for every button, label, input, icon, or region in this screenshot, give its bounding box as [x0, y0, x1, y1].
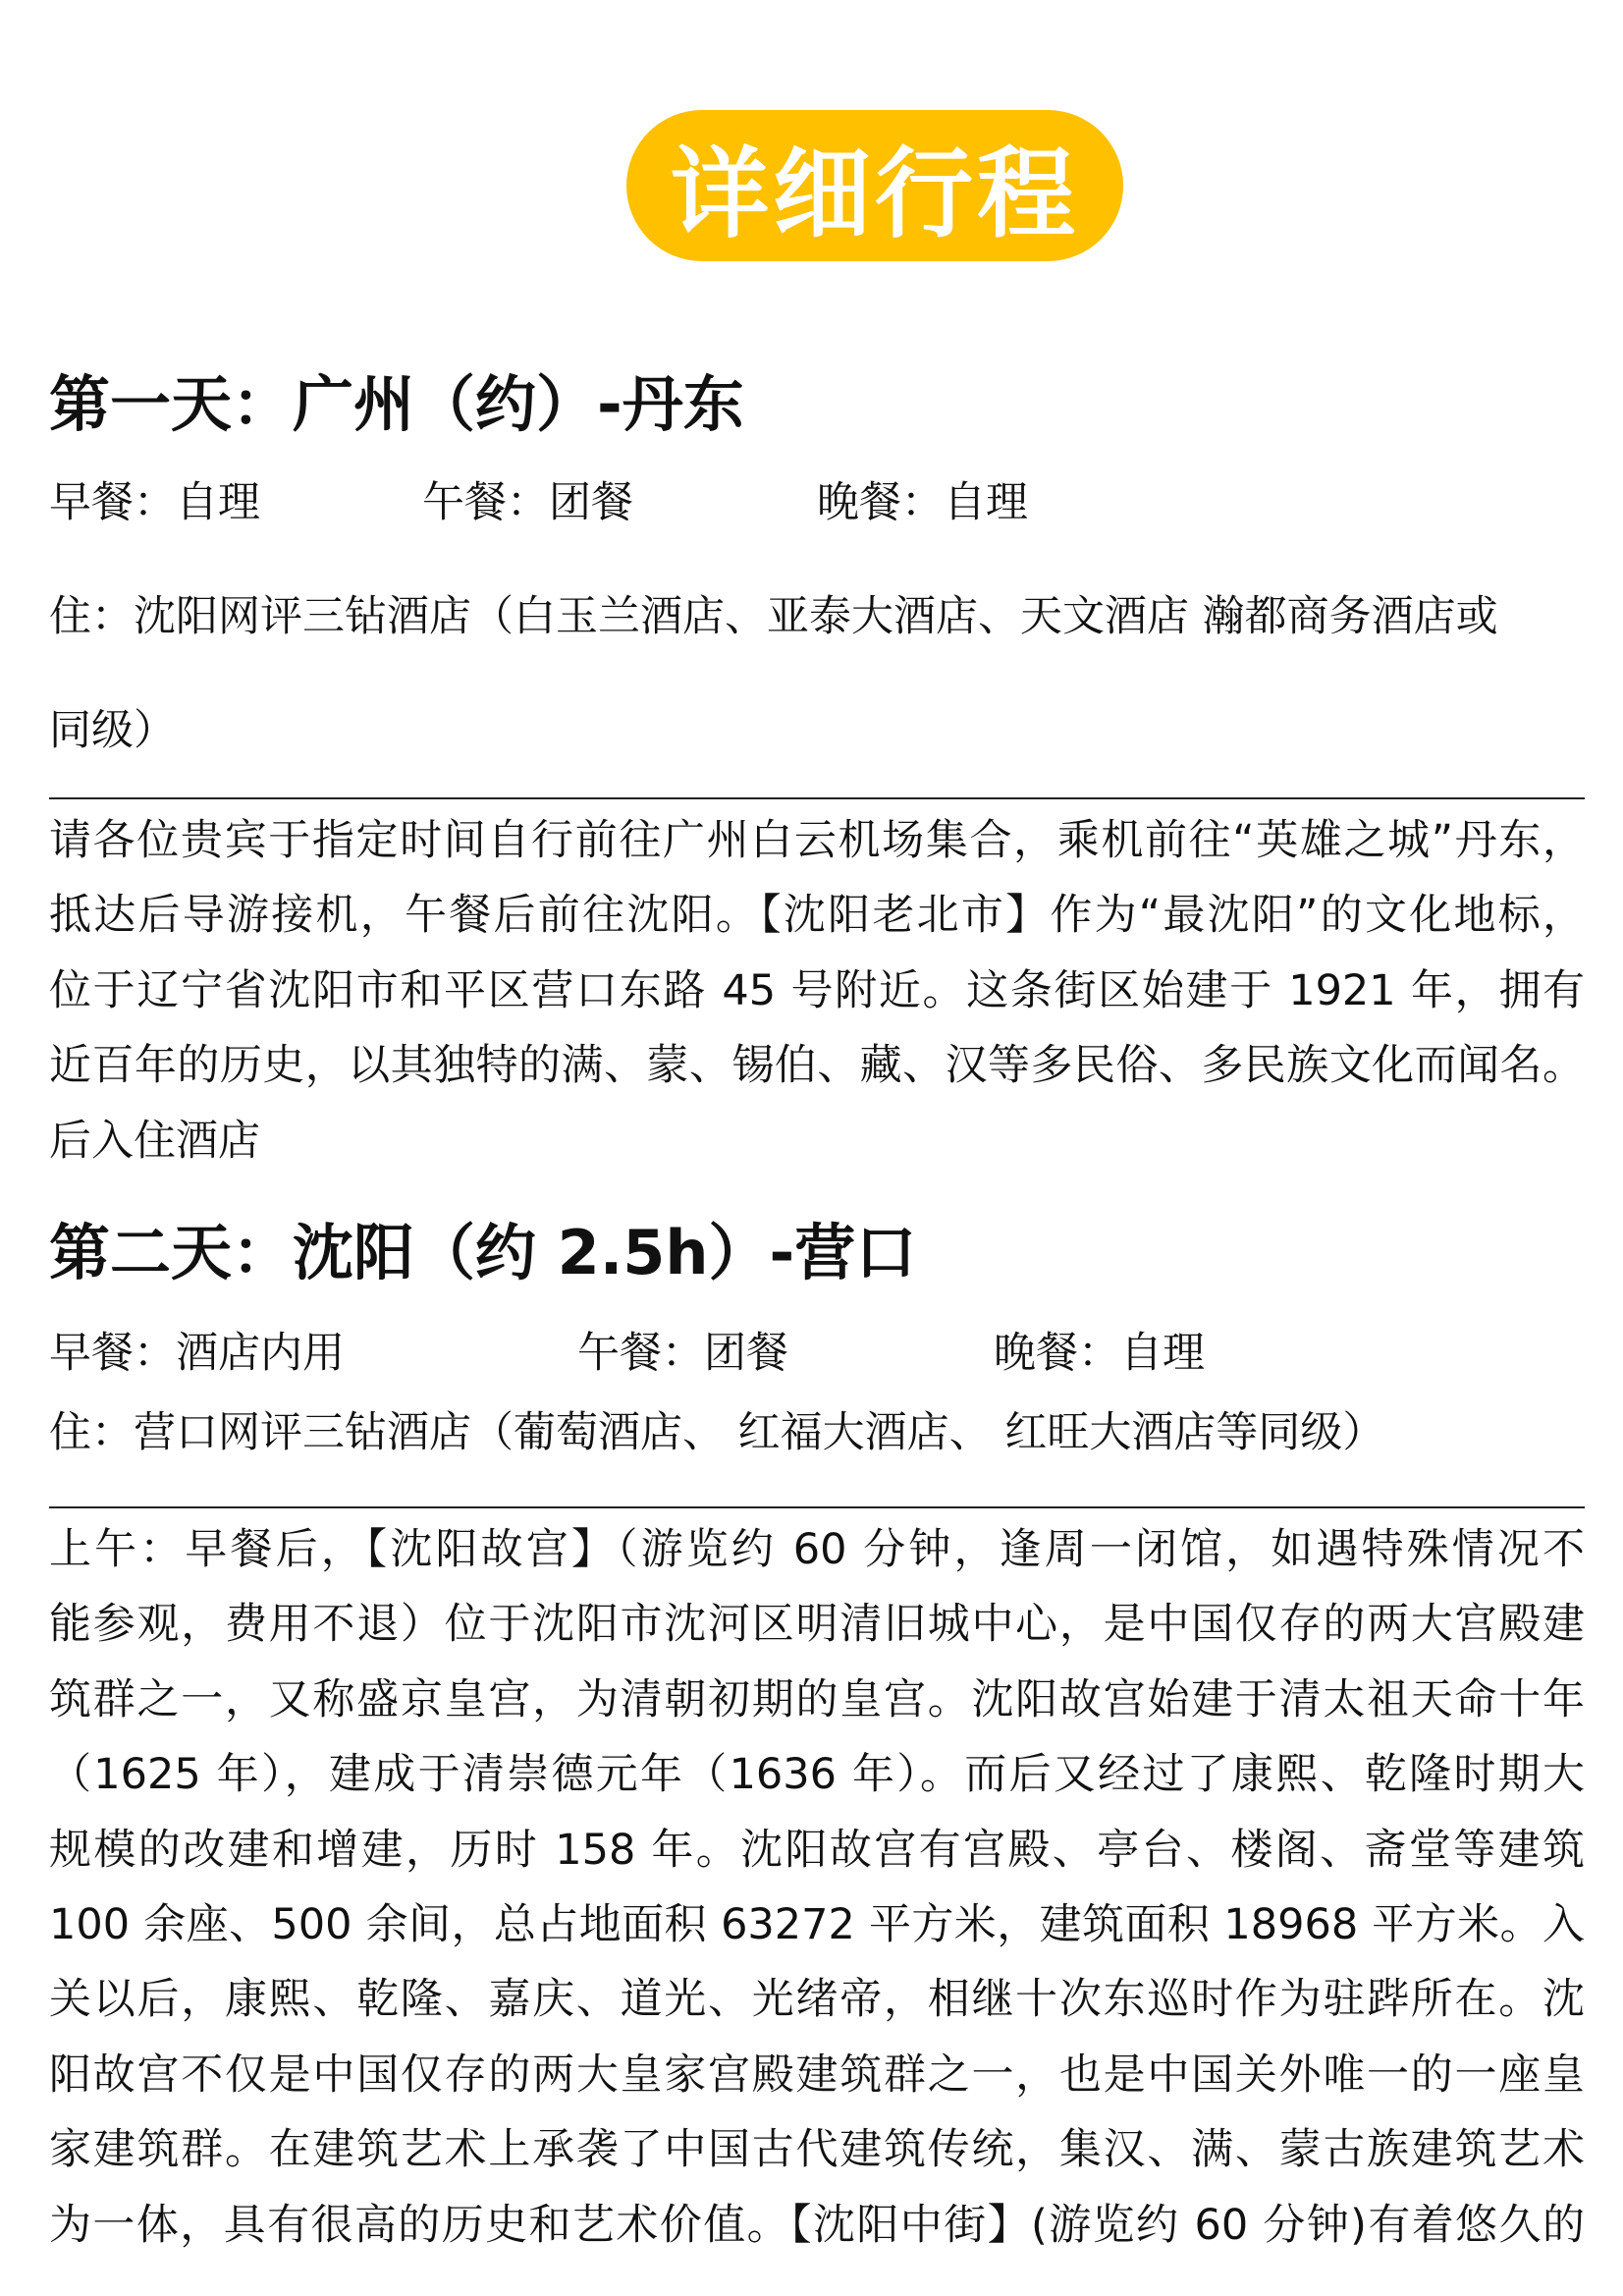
divider	[49, 1506, 1585, 1508]
description-line: 后入住酒店	[49, 1116, 260, 1166]
day2-accommodation: 住：营口网评三钻酒店（葡萄酒店、 红福大酒店、 红旺大酒店等同级）	[49, 1408, 1385, 1457]
description-line: 抵达后导游接机，午餐后前往沈阳。【沈阳老北市】作为“最沈阳”的文化地标，	[49, 891, 1585, 941]
day1-heading: 第一天：广州（约）-丹东	[49, 368, 744, 440]
day2-dinner: 晚餐：自理	[994, 1329, 1205, 1378]
description-line: 为一体，具有很高的历史和艺术价值。【沈阳中街】(游览约 60 分钟)有着悠久的	[49, 2200, 1585, 2250]
day1-dinner: 晚餐：自理	[817, 478, 1028, 527]
description-line: （1625 年），建成于清崇德元年（1636 年）。而后又经过了康熙、乾隆时期大	[49, 1750, 1585, 1800]
day2-breakfast: 早餐：酒店内用	[49, 1329, 345, 1378]
day1-lunch: 午餐：团餐	[422, 478, 633, 527]
day2-lunch: 午餐：团餐	[577, 1329, 788, 1378]
description-line: 近百年的历史，以其独特的满、蒙、锡伯、藏、汉等多民俗、多民族文化而闻名。	[49, 1041, 1585, 1091]
description-line: 100 余座、500 余间，总占地面积 63272 平方米，建筑面积 18968 平方米。入	[49, 1900, 1585, 1950]
description-line: 位于辽宁省沈阳市和平区营口东路 45 号附近。这条街区始建于 1921 年，拥有	[49, 965, 1585, 1015]
description-line: 筑群之一，又称盛京皇宫，为清朝初期的皇宫。沈阳故宫始建于清太祖天命十年	[49, 1674, 1585, 1724]
description-line: 请各位贵宾于指定时间自行前往广州白云机场集合，乘机前往“英雄之城”丹东，	[49, 816, 1585, 865]
day2-description	[49, 1512, 1585, 2263]
day1-accommodation-cont: 同级）	[49, 706, 176, 755]
description-line: 能参观，费用不退）位于沈阳市沈河区明清旧城中心，是中国仅存的两大宫殿建	[49, 1600, 1585, 1650]
day1-description	[49, 803, 1585, 1178]
description-line: 关以后，康熙、乾隆、嘉庆、道光、光绪帝，相继十次东巡时作为驻跸所在。沈	[49, 1975, 1585, 2025]
day1-breakfast: 早餐：自理	[49, 478, 260, 527]
description-line: 上午：早餐后，【沈阳故宫】（游览约 60 分钟，逢周一闭馆，如遇特殊情况不	[49, 1525, 1585, 1574]
description-line: 阳故宫不仅是中国仅存的两大皇家宫殿建筑群之一，也是中国关外唯一的一座皇	[49, 2050, 1585, 2100]
day1-accommodation: 住：沈阳网评三钻酒店（白玉兰酒店、亚泰大酒店、天文酒店 瀚都商务酒店或	[49, 592, 1498, 641]
description-line: 规模的改建和增建，历时 158 年。沈阳故宫有宫殿、亭台、楼阁、斋堂等建筑	[49, 1825, 1585, 1875]
day2-heading: 第二天：沈阳（约 2.5h）-营口	[49, 1217, 917, 1288]
itinerary-title-badge	[626, 110, 1123, 261]
divider	[49, 797, 1585, 799]
page-title: 详细行程	[671, 137, 1079, 251]
description-line: 家建筑群。在建筑艺术上承袭了中国古代建筑传统，集汉、满、蒙古族建筑艺术	[49, 2125, 1585, 2175]
